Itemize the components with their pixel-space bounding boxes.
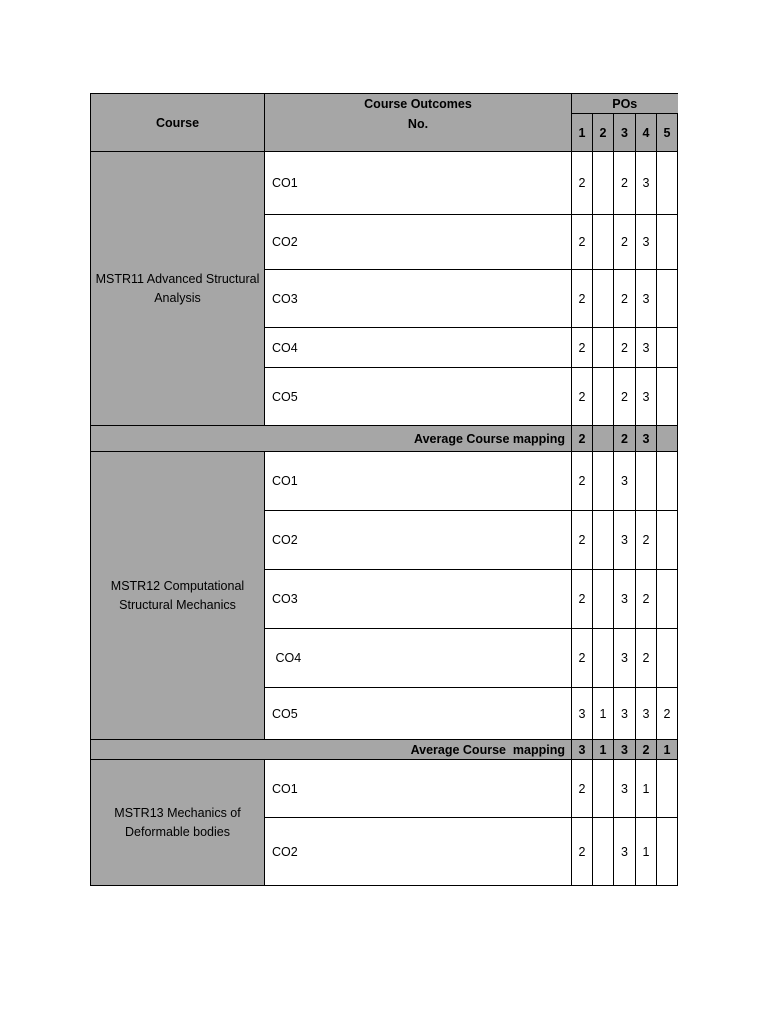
po-number-header: 2	[593, 114, 614, 152]
po-value-cell: 3	[614, 511, 636, 570]
po-value-cell: 3	[636, 215, 657, 270]
course-outcome-cell: CO5	[265, 688, 572, 740]
po-value-cell	[593, 328, 614, 368]
average-po-value	[593, 426, 614, 452]
po-value-cell: 2	[572, 629, 593, 688]
po-value-cell: 2	[636, 570, 657, 629]
po-value-cell	[593, 368, 614, 426]
po-value-cell: 2	[636, 629, 657, 688]
course-outcome-cell: CO4	[265, 328, 572, 368]
po-value-cell: 2	[636, 511, 657, 570]
course-name-cell: MSTR13 Mechanics of Deformable bodies	[91, 760, 265, 886]
course-outcome-cell: CO5	[265, 368, 572, 426]
po-value-cell: 2	[572, 818, 593, 886]
po-number-header: 3	[614, 114, 636, 152]
po-value-cell: 2	[572, 328, 593, 368]
po-value-cell	[657, 760, 678, 818]
course-outcome-cell: CO4	[265, 629, 572, 688]
po-value-cell	[657, 152, 678, 215]
average-course-mapping-label: Average Course mapping	[91, 426, 572, 452]
po-value-cell	[593, 629, 614, 688]
po-value-cell	[657, 215, 678, 270]
po-value-cell: 2	[572, 368, 593, 426]
course-outcome-cell: CO1	[265, 152, 572, 215]
po-value-cell: 3	[614, 570, 636, 629]
average-po-value: 3	[572, 740, 593, 760]
po-number-header: 1	[572, 114, 593, 152]
average-po-value	[657, 426, 678, 452]
po-number-header: 5	[657, 114, 678, 152]
po-value-cell	[657, 368, 678, 426]
po-value-cell: 3	[636, 368, 657, 426]
average-po-value: 3	[636, 426, 657, 452]
po-value-cell: 2	[657, 688, 678, 740]
po-value-cell: 2	[614, 152, 636, 215]
po-value-cell: 1	[593, 688, 614, 740]
po-number-header: 4	[636, 114, 657, 152]
course-outcome-cell: CO2	[265, 215, 572, 270]
po-value-cell: 3	[636, 688, 657, 740]
course-name-cell: MSTR11 Advanced Structural Analysis	[91, 152, 265, 426]
po-value-cell	[593, 570, 614, 629]
course-outcome-cell: CO1	[265, 452, 572, 511]
po-value-cell: 2	[614, 368, 636, 426]
po-value-cell: 1	[636, 760, 657, 818]
po-value-cell: 2	[614, 270, 636, 328]
course-header: Course	[91, 94, 265, 152]
po-value-cell: 2	[572, 270, 593, 328]
po-value-cell	[593, 215, 614, 270]
po-value-cell: 2	[614, 215, 636, 270]
po-value-cell: 2	[572, 152, 593, 215]
po-value-cell: 3	[614, 688, 636, 740]
average-course-mapping-label: Average Course mapping	[91, 740, 572, 760]
po-value-cell	[593, 760, 614, 818]
po-value-cell	[657, 328, 678, 368]
po-value-cell: 2	[572, 511, 593, 570]
po-value-cell	[593, 818, 614, 886]
po-value-cell	[593, 452, 614, 511]
course-outcomes-header-line1: Course Outcomes	[364, 97, 472, 111]
po-value-cell: 2	[572, 215, 593, 270]
po-value-cell: 3	[614, 818, 636, 886]
po-value-cell: 3	[572, 688, 593, 740]
average-po-value: 3	[614, 740, 636, 760]
po-value-cell: 3	[614, 629, 636, 688]
po-value-cell: 2	[614, 328, 636, 368]
average-po-value: 2	[636, 740, 657, 760]
po-value-cell	[657, 629, 678, 688]
po-value-cell	[657, 818, 678, 886]
po-value-cell	[593, 152, 614, 215]
course-outcome-cell: CO3	[265, 570, 572, 629]
po-value-cell	[593, 270, 614, 328]
course-outcome-cell: CO1	[265, 760, 572, 818]
average-po-value: 1	[657, 740, 678, 760]
po-value-cell: 1	[636, 818, 657, 886]
po-value-cell	[657, 270, 678, 328]
course-outcome-cell: CO3	[265, 270, 572, 328]
po-value-cell	[657, 570, 678, 629]
course-name-cell: MSTR12 Computational Structural Mechanics	[91, 452, 265, 740]
po-value-cell: 3	[636, 270, 657, 328]
co-po-mapping-table	[90, 93, 678, 886]
po-value-cell	[657, 452, 678, 511]
po-value-cell: 3	[636, 152, 657, 215]
average-po-value: 2	[572, 426, 593, 452]
po-value-cell	[657, 511, 678, 570]
po-value-cell: 2	[572, 452, 593, 511]
course-outcome-cell: CO2	[265, 818, 572, 886]
pos-header: POs	[572, 94, 678, 114]
po-value-cell: 2	[572, 570, 593, 629]
po-value-cell: 3	[614, 760, 636, 818]
average-po-value: 2	[614, 426, 636, 452]
course-outcome-cell: CO2	[265, 511, 572, 570]
average-po-value: 1	[593, 740, 614, 760]
po-value-cell	[636, 452, 657, 511]
po-value-cell: 3	[636, 328, 657, 368]
course-outcomes-header	[265, 94, 572, 152]
course-outcomes-header-line2: No.	[407, 117, 429, 131]
po-value-cell: 2	[572, 760, 593, 818]
po-value-cell: 3	[614, 452, 636, 511]
po-value-cell	[593, 511, 614, 570]
